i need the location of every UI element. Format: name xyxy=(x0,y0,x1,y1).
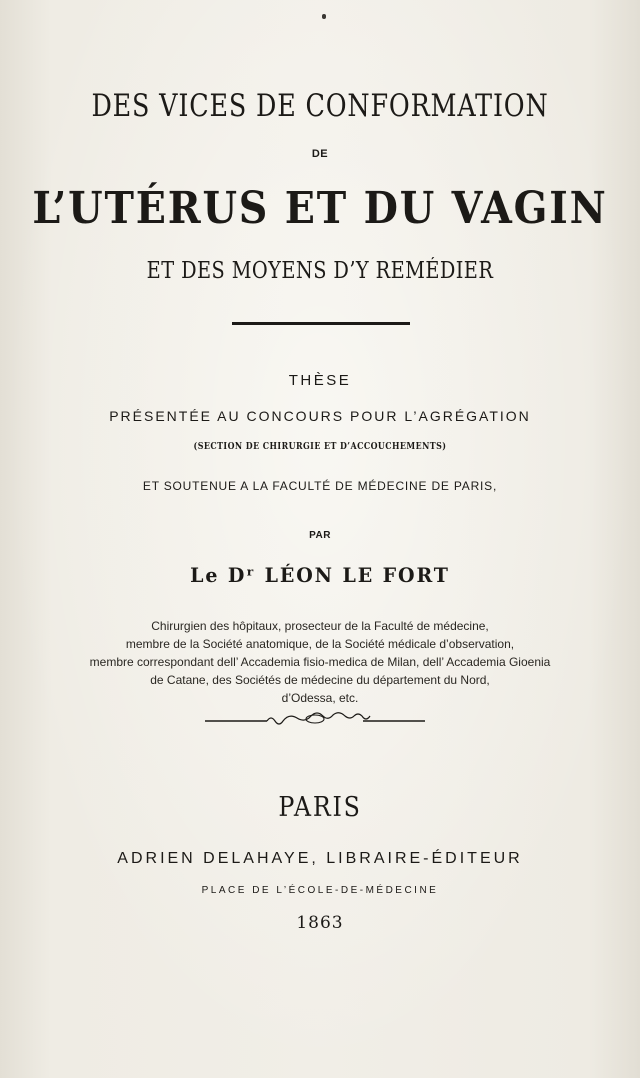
ink-speck xyxy=(322,14,326,19)
credentials-line: membre correspondant dell’ Accademia fisio-medica de Milan, dell’ Accademia Gioenia xyxy=(89,655,551,669)
presented-line: PRÉSENTÉE AU CONCOURS POUR L’AGRÉGATION xyxy=(109,408,531,424)
publisher-address: PLACE DE L’ÉCOLE-DE-MÉDECINE xyxy=(201,885,439,896)
publisher: ADRIEN DELAHAYE, LIBRAIRE-ÉDITEUR xyxy=(117,850,523,867)
main-title: L’UTÉRUS ET DU VAGIN xyxy=(32,183,608,234)
author-credentials xyxy=(60,617,580,707)
credentials-line: membre de la Société anatomique, de la Société médicale d’observation, xyxy=(125,637,515,651)
author-name: Le Dʳ LÉON LE FORT xyxy=(190,563,450,587)
defended-line: ET SOUTENUE A LA FACULTÉ DE MÉDECINE DE PARIS, xyxy=(142,479,498,493)
divider-rule xyxy=(232,322,410,325)
credentials-line: Chirurgien des hôpitaux, prosecteur de la Faculté de médecine, xyxy=(151,619,489,633)
city: PARIS xyxy=(278,792,362,823)
title-line-3: ET DES MOYENS D’Y REMÉDIER xyxy=(146,258,494,284)
credentials-line: d’Odessa, etc. xyxy=(281,691,359,705)
section-line: (SECTION DE CHIRURGIE ET D’ACCOUCHEMENTS) xyxy=(193,442,447,452)
title-line-1: DES VICES DE CONFORMATION xyxy=(91,88,549,124)
publication-year: 1863 xyxy=(296,913,344,933)
title-connector: DE xyxy=(311,148,329,160)
by-label: PAR xyxy=(309,530,331,541)
credentials-line: de Catane, des Sociétés de médecine du département du Nord, xyxy=(150,673,490,687)
decorative-rule-icon xyxy=(205,712,425,728)
thesis-label: THÈSE xyxy=(288,372,352,389)
